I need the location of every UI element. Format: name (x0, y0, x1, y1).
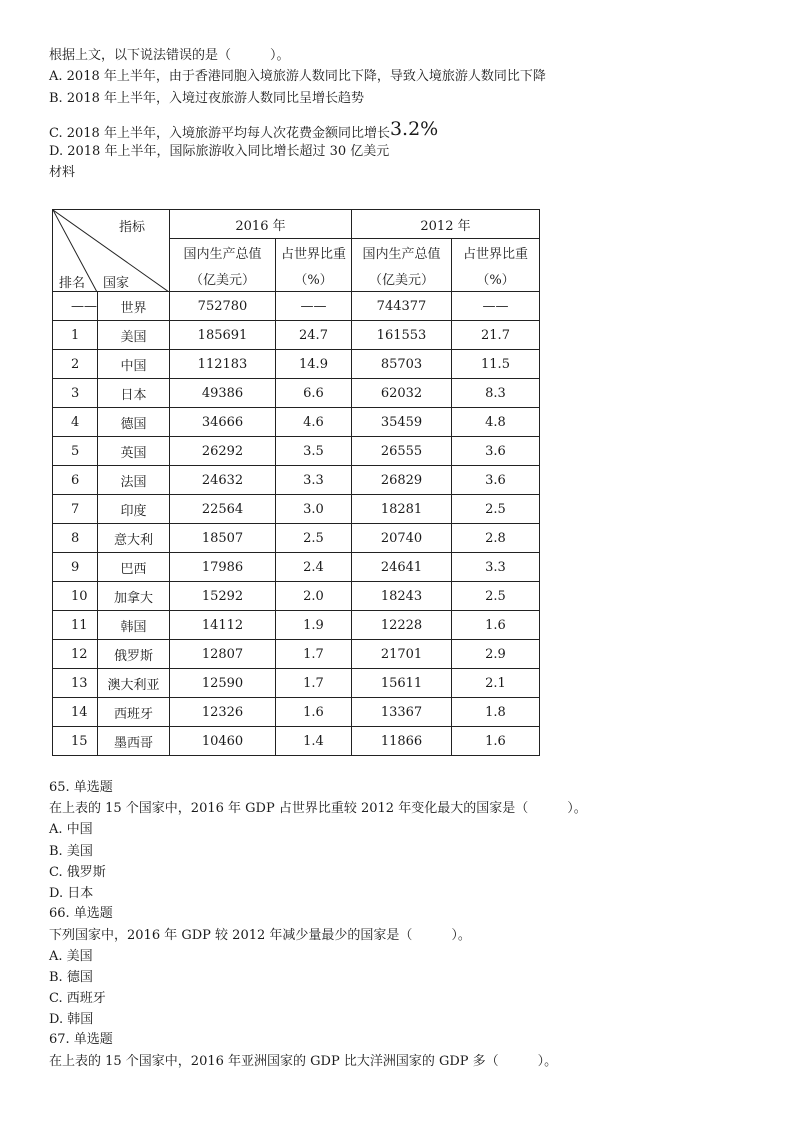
unit-share-2012: （%） (452, 265, 540, 292)
cell-rank: 7 (53, 495, 98, 524)
cell-gdp-2016: 34666 (170, 408, 276, 437)
corner-rank-label: 排名 (59, 276, 86, 291)
corner-indicator-label: 指标 (119, 220, 146, 235)
cell-rank: 11 (53, 611, 98, 640)
cell-rank: 3 (53, 379, 98, 408)
q65-stem: 在上表的 15 个国家中，2016 年 GDP 占世界比重较 2012 年变化最大的国家是（ ）。 (49, 801, 587, 816)
cell-rank: 15 (53, 727, 98, 756)
q67-number: 67. 单选题 (49, 1032, 113, 1047)
gdp-table (52, 209, 540, 756)
table-row (53, 408, 540, 437)
unit-gdp-2016: （亿美元） (170, 265, 276, 292)
cell-gdp-2016: 14112 (170, 611, 276, 640)
col-gdp-2012: 国内生产总值 (352, 239, 452, 266)
cell-share-2016: 2.0 (276, 582, 352, 611)
cell-gdp-2016: 15292 (170, 582, 276, 611)
cell-country: 韩国 (98, 611, 170, 640)
intro-option-a: A. 2018 年上半年，由于香港同胞入境旅游人数同比下降，导致入境旅游人数同比下降 (49, 69, 546, 84)
cell-share-2012: 8.3 (452, 379, 540, 408)
cell-share-2016: 24.7 (276, 321, 352, 350)
cell-share-2012: 21.7 (452, 321, 540, 350)
cell-country: 英国 (98, 437, 170, 466)
q67-stem: 在上表的 15 个国家中，2016 年亚洲国家的 GDP 比大洋洲国家的 GDP 多（ ）。 (49, 1054, 558, 1069)
cell-country: 意大利 (98, 524, 170, 553)
cell-rank: 9 (53, 553, 98, 582)
cell-rank: 8 (53, 524, 98, 553)
cell-gdp-2012: 26829 (352, 466, 452, 495)
header-row-years (53, 210, 540, 239)
cell-rank: 12 (53, 640, 98, 669)
cell-gdp-2016: 12807 (170, 640, 276, 669)
intro-option-b: B. 2018 年上半年，入境过夜旅游人数同比呈增长趋势 (49, 91, 365, 106)
cell-gdp-2012: 20740 (352, 524, 452, 553)
cell-gdp-2012: 161553 (352, 321, 452, 350)
cell-country: 俄罗斯 (98, 640, 170, 669)
table-row (53, 379, 540, 408)
q66-option-a: A. 美国 (49, 949, 93, 964)
cell-gdp-2016: 752780 (170, 292, 276, 321)
cell-share-2012: 2.5 (452, 582, 540, 611)
cell-share-2012: 2.8 (452, 524, 540, 553)
table-row (53, 553, 540, 582)
cell-share-2012: 2.9 (452, 640, 540, 669)
unit-gdp-2012: （亿美元） (352, 265, 452, 292)
cell-share-2016: 2.5 (276, 524, 352, 553)
col-share-2012: 占世界比重 (452, 239, 540, 266)
cell-country: 美国 (98, 321, 170, 350)
col-share-2016: 占世界比重 (276, 239, 352, 266)
cell-share-2016: 1.6 (276, 698, 352, 727)
cell-country: 澳大利亚 (98, 669, 170, 698)
q66-number: 66. 单选题 (49, 906, 113, 921)
intro-option-d: D. 2018 年上半年，国际旅游收入同比增长超过 30 亿美元 (49, 144, 390, 159)
cell-share-2016: 3.5 (276, 437, 352, 466)
cell-share-2016: 1.4 (276, 727, 352, 756)
cell-gdp-2016: 17986 (170, 553, 276, 582)
year-header-2012: 2012 年 (352, 210, 540, 239)
intro-option-c-value: 3.2% (389, 118, 439, 140)
cell-rank: 6 (53, 466, 98, 495)
cell-share-2012: 3.6 (452, 466, 540, 495)
table-row (53, 466, 540, 495)
cell-share-2016: 1.7 (276, 640, 352, 669)
col-gdp-2016: 国内生产总值 (170, 239, 276, 266)
table-row (53, 321, 540, 350)
cell-share-2012: 1.6 (452, 727, 540, 756)
cell-share-2012: 2.5 (452, 495, 540, 524)
cell-gdp-2016: 10460 (170, 727, 276, 756)
cell-gdp-2016: 24632 (170, 466, 276, 495)
cell-share-2016: 3.3 (276, 466, 352, 495)
table-row (53, 292, 540, 321)
cell-country: 德国 (98, 408, 170, 437)
cell-country: 墨西哥 (98, 727, 170, 756)
cell-rank: 10 (53, 582, 98, 611)
cell-share-2016: 6.6 (276, 379, 352, 408)
cell-gdp-2016: 26292 (170, 437, 276, 466)
q66-option-b: B. 德国 (49, 970, 93, 985)
table-row (53, 698, 540, 727)
table-row (53, 727, 540, 756)
cell-rank: —— (53, 292, 98, 321)
year-header-2016: 2016 年 (170, 210, 352, 239)
table-row (53, 350, 540, 379)
cell-country: 巴西 (98, 553, 170, 582)
table-row (53, 524, 540, 553)
q65-option-c: C. 俄罗斯 (49, 865, 106, 880)
table-row (53, 640, 540, 669)
cell-gdp-2012: 62032 (352, 379, 452, 408)
cell-gdp-2016: 49386 (170, 379, 276, 408)
q66-stem: 下列国家中，2016 年 GDP 较 2012 年减少量最少的国家是（ ）。 (49, 928, 471, 943)
cell-share-2012: 3.6 (452, 437, 540, 466)
cell-gdp-2012: 21701 (352, 640, 452, 669)
q66-option-c: C. 西班牙 (49, 991, 106, 1006)
cell-share-2016: —— (276, 292, 352, 321)
cell-gdp-2016: 112183 (170, 350, 276, 379)
table-corner-cell (53, 210, 170, 292)
cell-country: 中国 (98, 350, 170, 379)
table-row (53, 611, 540, 640)
cell-share-2016: 2.4 (276, 553, 352, 582)
cell-gdp-2012: 26555 (352, 437, 452, 466)
q66-option-d: D. 韩国 (49, 1012, 94, 1027)
intro-option-c-text: C. 2018 年上半年，入境旅游平均每人次花费金额同比增长 (49, 126, 390, 141)
cell-gdp-2012: 744377 (352, 292, 452, 321)
cell-gdp-2016: 12590 (170, 669, 276, 698)
cell-share-2012: 2.1 (452, 669, 540, 698)
cell-gdp-2016: 12326 (170, 698, 276, 727)
cell-country: 世界 (98, 292, 170, 321)
cell-gdp-2012: 15611 (352, 669, 452, 698)
intro-question: 根据上文，以下说法错误的是（ ）。 (49, 48, 290, 63)
cell-share-2012: 1.6 (452, 611, 540, 640)
table-row (53, 582, 540, 611)
cell-rank: 2 (53, 350, 98, 379)
cell-gdp-2016: 18507 (170, 524, 276, 553)
material-label: 材料 (49, 165, 76, 180)
cell-gdp-2012: 18243 (352, 582, 452, 611)
unit-share-2016: （%） (276, 265, 352, 292)
table-row (53, 495, 540, 524)
q65-option-d: D. 日本 (49, 886, 94, 901)
cell-share-2016: 14.9 (276, 350, 352, 379)
cell-country: 法国 (98, 466, 170, 495)
q65-option-b: B. 美国 (49, 844, 93, 859)
cell-country: 日本 (98, 379, 170, 408)
q65-option-a: A. 中国 (49, 822, 93, 837)
intro-option-c (49, 120, 438, 143)
cell-share-2016: 3.0 (276, 495, 352, 524)
q65-number: 65. 单选题 (49, 780, 113, 795)
cell-gdp-2012: 13367 (352, 698, 452, 727)
cell-share-2012: 4.8 (452, 408, 540, 437)
cell-country: 印度 (98, 495, 170, 524)
cell-share-2016: 1.9 (276, 611, 352, 640)
cell-share-2012: 3.3 (452, 553, 540, 582)
cell-share-2012: —— (452, 292, 540, 321)
cell-gdp-2012: 24641 (352, 553, 452, 582)
cell-gdp-2016: 185691 (170, 321, 276, 350)
cell-share-2012: 1.8 (452, 698, 540, 727)
table-row (53, 669, 540, 698)
cell-gdp-2012: 35459 (352, 408, 452, 437)
corner-country-label: 国家 (103, 276, 130, 291)
cell-rank: 5 (53, 437, 98, 466)
cell-gdp-2012: 12228 (352, 611, 452, 640)
cell-share-2012: 11.5 (452, 350, 540, 379)
cell-gdp-2012: 11866 (352, 727, 452, 756)
cell-rank: 13 (53, 669, 98, 698)
cell-rank: 1 (53, 321, 98, 350)
cell-share-2016: 1.7 (276, 669, 352, 698)
cell-country: 西班牙 (98, 698, 170, 727)
cell-share-2016: 4.6 (276, 408, 352, 437)
table-row (53, 437, 540, 466)
cell-gdp-2012: 18281 (352, 495, 452, 524)
cell-country: 加拿大 (98, 582, 170, 611)
cell-gdp-2016: 22564 (170, 495, 276, 524)
cell-gdp-2012: 85703 (352, 350, 452, 379)
cell-rank: 14 (53, 698, 98, 727)
cell-rank: 4 (53, 408, 98, 437)
